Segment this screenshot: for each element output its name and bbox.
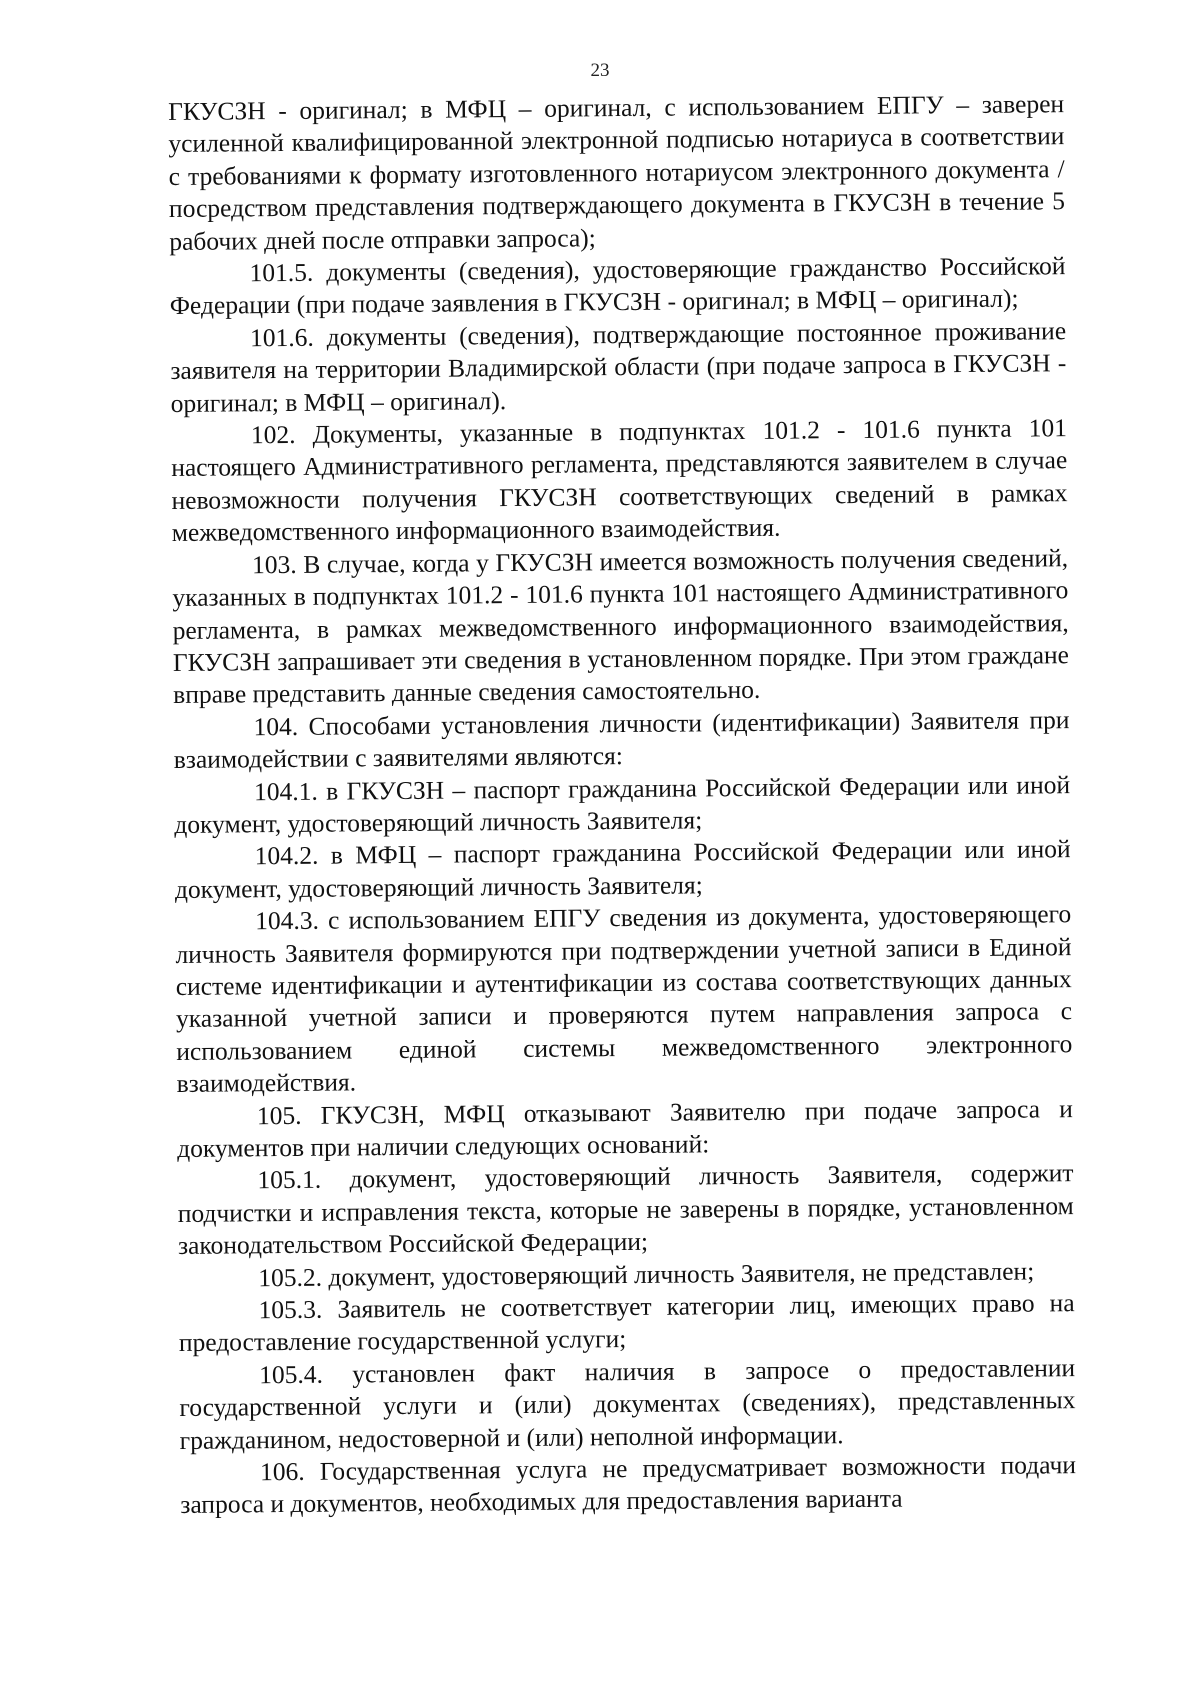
paragraph-102: 102. Документы, указанные в подпунктах 101.2 - 101.6 пункта 101 настоящего Административного регламента, представляются заявителем в случае невозможности получения ГКУСЗН соответствующих сведений в рамках межведомственного информационного взаимодействия.	[171, 413, 1068, 548]
paragraph-101-5: 101.5. документы (сведения), удостоверяющие гражданство Российской Федерации (при подаче заявления в ГКУСЗН - оригинал; в МФЦ – оригинал);	[169, 251, 1066, 321]
paragraph-106: 106. Государственная услуга не предусматривает возможности подачи запроса и документов, необходимых для предоставления варианта	[180, 1450, 1077, 1520]
document-body	[168, 88, 1076, 1522]
paragraph-104-3: 104.3. с использованием ЕПГУ сведения из документа, удостоверяющего личность Заявителя формируются при подтверждении учетной записи в Единой системе идентификации и аутентификации из состава соответствующих данных указанной учетной записи и проверяются путем направления запроса с использованием единой системы межведомственного электронного взаимодействия.	[175, 899, 1073, 1099]
page-number: 23	[590, 60, 610, 81]
paragraph-continuation: ГКУСЗН - оригинал; в МФЦ – оригинал, с использованием ЕПГУ – заверен усиленной квалифицированной электронной подписью нотариуса в соответствии с требованиями к формату изготовленного нотариусом электронного документа / посредством представления подтверждающего документа в ГКУСЗН в течение 5 рабочих дней после отправки запроса);	[168, 89, 1066, 256]
paragraph-104: 104. Способами установления личности (идентификации) Заявителя при взаимодействии с заявителями являются:	[173, 704, 1070, 775]
paragraph-104-2: 104.2. в МФЦ – паспорт гражданина Российской Федерации или иной документ, удостоверяющий личность Заявителя;	[174, 834, 1071, 904]
paragraph-105-3: 105.3. Заявитель не соответствует категории лиц, имеющих право на предоставление государственной услуги;	[178, 1288, 1075, 1358]
paragraph-105-2: 105.2. документ, удостоверяющий личность Заявителя, не представлен;	[258, 1256, 1035, 1292]
paragraph-104-1: 104.1. в ГКУСЗН – паспорт гражданина Российской Федерации или иной документ, удостоверяющий личность Заявителя;	[174, 769, 1071, 839]
paragraph-105: 105. ГКУСЗН, МФЦ отказывают Заявителю при подаче запроса и документов при наличии следующих оснований:	[177, 1093, 1073, 1163]
paragraph-105-1: 105.1. документ, удостоверяющий личность Заявителя, содержит подчистки и исправления текста, которые не заверены в порядке, установленном законодательством Российской Федерации;	[177, 1158, 1074, 1261]
paragraph-103: 103. В случае, когда у ГКУСЗН имеется возможность получения сведений, указанных в подпунктах 101.2 - 101.6 пункта 101 настоящего Административного регламента, в рамках межведомственного информационного взаимодействия, ГКУСЗН запрашивает эти сведения в установленном порядке. При этом граждане вправе представить данные сведения самостоятельно.	[172, 542, 1070, 710]
paragraph-105-4: 105.4. установлен факт наличия в запросе о предоставлении государственной услуги и (или) документах (сведениях), представленных гражданином, недостоверной и (или) неполной информации.	[179, 1352, 1076, 1455]
paragraph-101-6: 101.6. документы (сведения), подтверждающие постоянное проживание заявителя на территории Владимирской области (при подаче запроса в ГКУСЗН - оригинал; в МФЦ – оригинал).	[170, 316, 1067, 418]
